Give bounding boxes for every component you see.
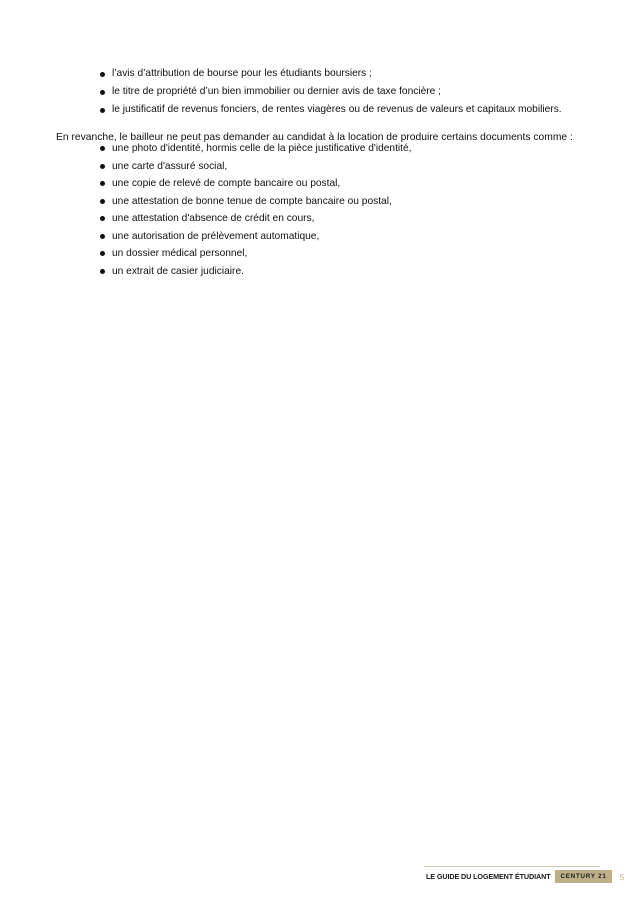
list-item: une autorisation de prélèvement automatique,: [100, 228, 412, 246]
guide-title: LE GUIDE DU LOGEMENT ÉTUDIANT: [426, 872, 551, 881]
list-item: une carte d'assuré social,: [100, 158, 412, 176]
brand-logo: CENTURY 21: [555, 870, 611, 883]
list-item: une attestation d'absence de crédit en cours,: [100, 210, 412, 228]
list-item: une photo d'identité, hormis celle de la pièce justificative d'identité,: [100, 140, 412, 158]
forbidden-documents-list: [100, 140, 412, 280]
page-footer: [426, 870, 624, 883]
list-item: un extrait de casier judiciaire.: [100, 263, 412, 281]
page-number: 5: [619, 871, 625, 882]
list-item: une attestation de bonne tenue de compte bancaire ou postal,: [100, 193, 412, 211]
list-item: le justificatif de revenus fonciers, de rentes viagères ou de revenus de valeurs et capitaux mobiliers.: [100, 102, 562, 118]
body-paragraph: En revanche, le bailleur ne peut pas demander au candidat à la location de produire certains documents comme :: [56, 132, 573, 144]
list-item: l’avis d’attribution de bourse pour les étudiants boursiers ;: [100, 66, 562, 82]
footer-divider: [424, 866, 600, 867]
required-documents-list: [100, 66, 562, 120]
list-item: le titre de propriété d’un bien immobilier ou dernier avis de taxe foncière ;: [100, 84, 562, 100]
list-item: une copie de relevé de compte bancaire ou postal,: [100, 175, 412, 193]
list-item: un dossier médical personnel,: [100, 245, 412, 263]
